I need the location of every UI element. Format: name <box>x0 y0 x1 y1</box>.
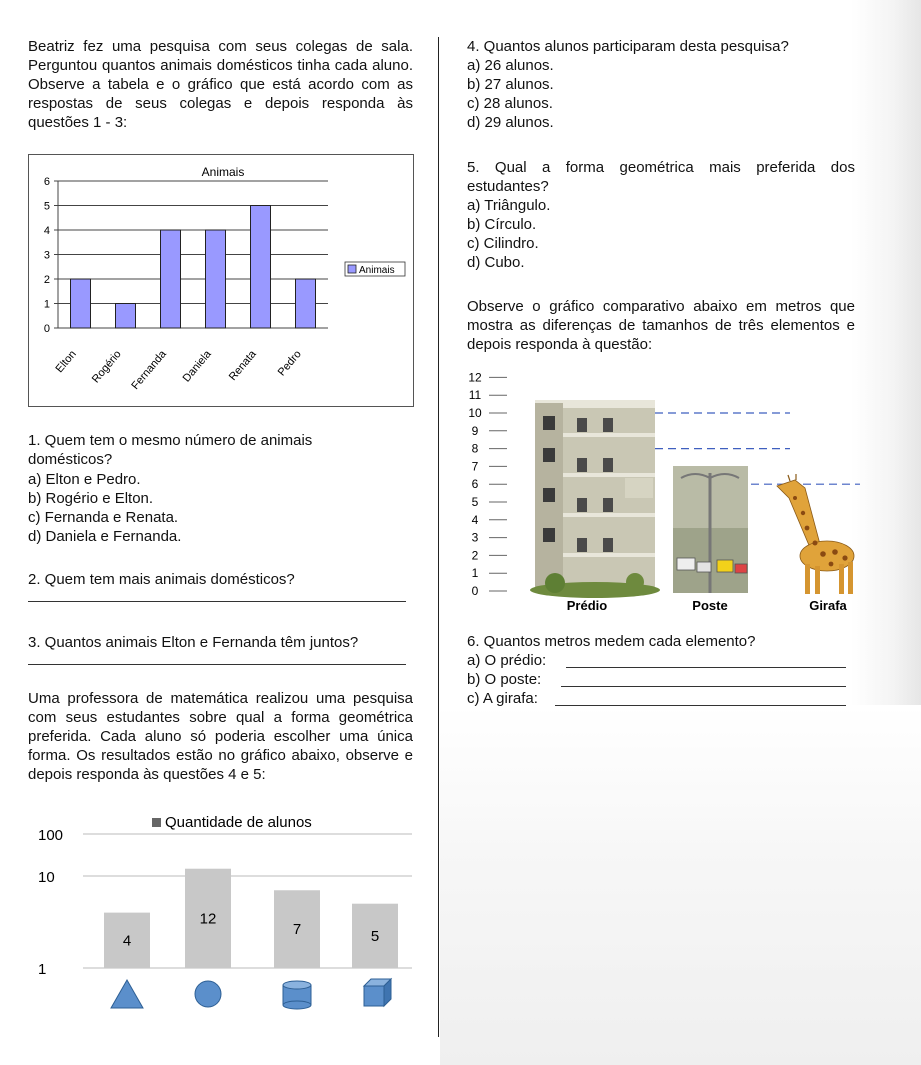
question-4: 4. Quantos alunos participaram desta pesquisa? <box>467 38 789 55</box>
y-tick-label: 12 <box>468 370 482 385</box>
compare-paragraph: Observe o gráfico comparativo abaixo em metros que mostra as diferenças de tamanhos de três elementos e depois responda à questão: <box>467 298 855 353</box>
q4-option-d: d) 29 alunos. <box>467 114 554 131</box>
x-tick-label: Daniela <box>180 348 214 385</box>
q3-answer-line[interactable] <box>28 664 406 665</box>
y-tick-label: 3 <box>43 249 50 262</box>
data-label: 7 <box>292 921 302 939</box>
y-tick-label: 0 <box>471 584 479 598</box>
y-tick-label: 6 <box>43 176 50 188</box>
legend-label: Animais <box>359 265 395 276</box>
building-image <box>530 400 660 598</box>
question-2: 2. Quem tem mais animais domésticos? <box>28 571 295 588</box>
intro-paragraph: Beatriz fez uma pesquisa com seus colegas de sala. Perguntou quantos animais domésticos tinha cada aluno. Observe a tabela e o gráfico que está acordo com as respostas de seus colegas e depois responda às questões 1 - 3: <box>28 38 413 131</box>
bar-3 <box>206 230 226 328</box>
height-chart-y-ticks <box>468 370 507 598</box>
y-tick-label: 10 <box>38 869 55 886</box>
shapes-legend-swatch <box>152 818 161 827</box>
q1-option-a: a) Elton e Pedro. <box>28 471 141 488</box>
data-label: 4 <box>122 932 132 950</box>
x-label: Girafa <box>809 598 847 613</box>
q1-option-c: c) Fernanda e Renata. <box>28 509 179 526</box>
question-5: 5. Qual a forma geométrica mais preferida dos estudantes? <box>467 159 855 195</box>
question-6: 6. Quantos metros medem cada elemento? <box>467 633 756 650</box>
y-tick-label: 1 <box>43 298 50 311</box>
page-shadow-area <box>440 705 921 1065</box>
y-tick-label: 0 <box>43 323 50 335</box>
giraffe-image <box>777 474 854 594</box>
shapes-chart-x-icons <box>111 979 391 1009</box>
data-label: 12 <box>199 910 217 928</box>
x-label: Poste <box>692 598 728 613</box>
street-lamp-image <box>673 466 748 593</box>
y-tick-label: 6 <box>471 477 479 492</box>
q6c-answer-line[interactable] <box>555 705 846 706</box>
y-tick-label: 8 <box>471 441 479 456</box>
bar-4 <box>251 206 271 329</box>
y-tick-label: 1 <box>471 566 479 581</box>
shapes-chart-title: Quantidade de alunos <box>165 814 312 831</box>
height-comparison-chart <box>455 370 860 618</box>
y-tick-label: 5 <box>471 495 479 509</box>
y-tick-label: 100 <box>38 827 64 844</box>
legend-swatch <box>348 265 356 273</box>
x-tick-label: Elton <box>53 348 79 376</box>
animals-chart-title: Animais <box>201 165 245 179</box>
y-tick-label: 4 <box>471 512 479 527</box>
q1-option-b: b) Rogério e Elton. <box>28 490 154 507</box>
bar-2 <box>161 230 181 328</box>
y-tick-label: 2 <box>471 548 479 563</box>
q5-option-a: a) Triângulo. <box>467 197 551 214</box>
column-divider <box>438 37 439 1037</box>
data-label: 5 <box>370 927 380 945</box>
y-tick-label: 10 <box>468 406 482 420</box>
triangle-shape-icon <box>111 980 143 1008</box>
q5-option-b: b) Círculo. <box>467 216 537 233</box>
x-tick-label: Rogério <box>89 348 124 386</box>
shapes-chart-data-labels <box>123 910 379 949</box>
question-3: 3. Quantos animais Elton e Fernanda têm juntos? <box>28 634 359 651</box>
shapes-chart <box>28 810 418 1025</box>
q1-option-d: d) Daniela e Fernanda. <box>28 528 182 545</box>
animals-chart <box>28 154 414 407</box>
q6b-answer-line[interactable] <box>561 686 846 687</box>
y-tick-label: 4 <box>43 225 50 237</box>
y-tick-label: 1 <box>38 961 47 978</box>
q4-option-c: c) 28 alunos. <box>467 95 553 112</box>
x-tick-label: Renata <box>226 348 259 384</box>
q4-option-a: a) 26 alunos. <box>467 57 554 74</box>
bar-0 <box>71 279 91 328</box>
bar-1 <box>116 304 136 329</box>
q6a-answer-line[interactable] <box>566 667 846 668</box>
q4-option-b: b) 27 alunos. <box>467 76 554 93</box>
height-chart-x-labels <box>567 598 848 613</box>
y-tick-label: 9 <box>471 423 479 438</box>
q6-option-c: c) A girafa: <box>467 690 538 707</box>
bar-5 <box>296 279 316 328</box>
q6-option-a: a) O prédio: <box>467 652 547 669</box>
y-tick-label: 5 <box>43 200 50 213</box>
y-tick-label: 11 <box>468 388 482 403</box>
circle-shape-icon <box>195 981 221 1007</box>
x-label: Prédio <box>566 598 608 613</box>
cube-shape-icon <box>364 979 391 1006</box>
y-tick-label: 7 <box>471 459 479 474</box>
y-tick-label: 3 <box>471 530 479 545</box>
y-tick-label: 2 <box>43 274 50 286</box>
q5-option-c: c) Cilindro. <box>467 235 539 252</box>
x-tick-label: Pedro <box>275 348 304 379</box>
x-tick-label: Fernanda <box>129 348 169 393</box>
q2-answer-line[interactable] <box>28 601 406 602</box>
q5-option-d: d) Cubo. <box>467 254 525 271</box>
cylinder-shape-icon <box>283 981 311 1009</box>
question-1: 1. Quem tem o mesmo número de animais domésticos? <box>28 432 313 468</box>
teacher-paragraph: Uma professora de matemática realizou uma pesquisa com seus estudantes sobre qual a forma geométrica preferida. Cada aluno só poderia escolher uma única forma. Os resultados estão no gráfico abaixo, observe e depois responda às questões 4 e 5: <box>28 690 413 783</box>
shapes-chart-bars <box>104 869 398 968</box>
animals-chart-legend <box>345 262 405 276</box>
q6-option-b: b) O poste: <box>467 671 542 688</box>
